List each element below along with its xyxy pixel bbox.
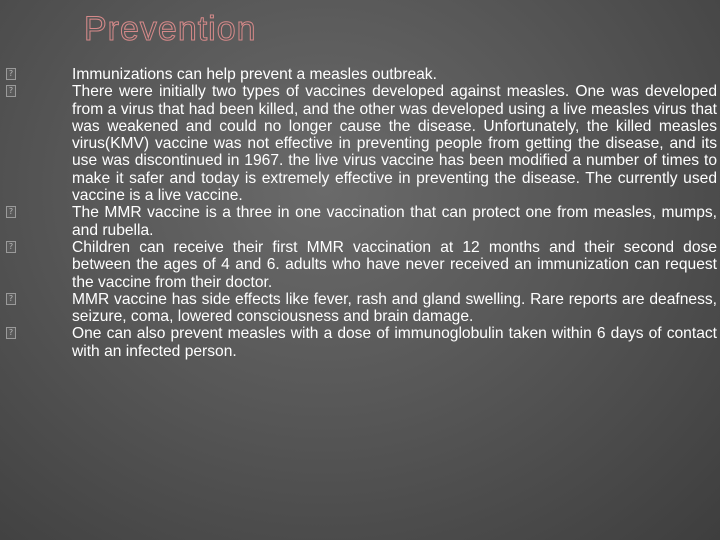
bullet-item	[8, 325, 717, 360]
bullet-text: There were initially two types of vaccines developed against measles. One was developed from a virus that had been killed, and the other was developed using a live measles virus that was weakened and could no longer cause the disease. Unfortunately, the killed measles virus(KMV) vaccine was not effective in preventing people from getting the disease, and its use was discontinued in 1967. the live virus vaccine has been modified a number of times to make it safer and today is extremely effective in preventing the disease. The currently used vaccine is a live vaccine.	[72, 83, 717, 205]
bullet-list	[8, 66, 717, 360]
bullet-item	[8, 204, 717, 239]
bullet-marker-icon: ?	[6, 68, 16, 80]
bullet-item	[8, 66, 717, 83]
slide-title: Prevention	[84, 10, 257, 48]
bullet-marker-icon: ?	[6, 206, 16, 218]
bullet-item	[8, 238, 717, 291]
bullet-marker-icon: ?	[6, 327, 16, 339]
bullet-item	[8, 290, 717, 326]
bullet-text: The MMR vaccine is a three in one vaccination that can protect one from measles, mumps, and rubella.	[72, 204, 717, 239]
bullet-marker-icon: ?	[6, 85, 16, 97]
bullet-marker-icon: ?	[6, 293, 16, 305]
bullet-item	[8, 83, 717, 205]
bullet-marker-icon: ?	[6, 241, 16, 253]
bullet-text: Children can receive their first MMR vaccination at 12 months and their second dose between the ages of 4 and 6. adults who have never received an immunization can request the vaccine from their doctor.	[72, 238, 717, 291]
bullet-text: One can also prevent measles with a dose of immunoglobulin taken within 6 days of contact with an infected person.	[72, 325, 717, 360]
bullet-text: Immunizations can help prevent a measles outbreak.	[72, 66, 437, 83]
bullet-text: MMR vaccine has side effects like fever, rash and gland swelling. Rare reports are deafness, seizure, coma, lowered consciousness and brain damage.	[72, 290, 717, 326]
